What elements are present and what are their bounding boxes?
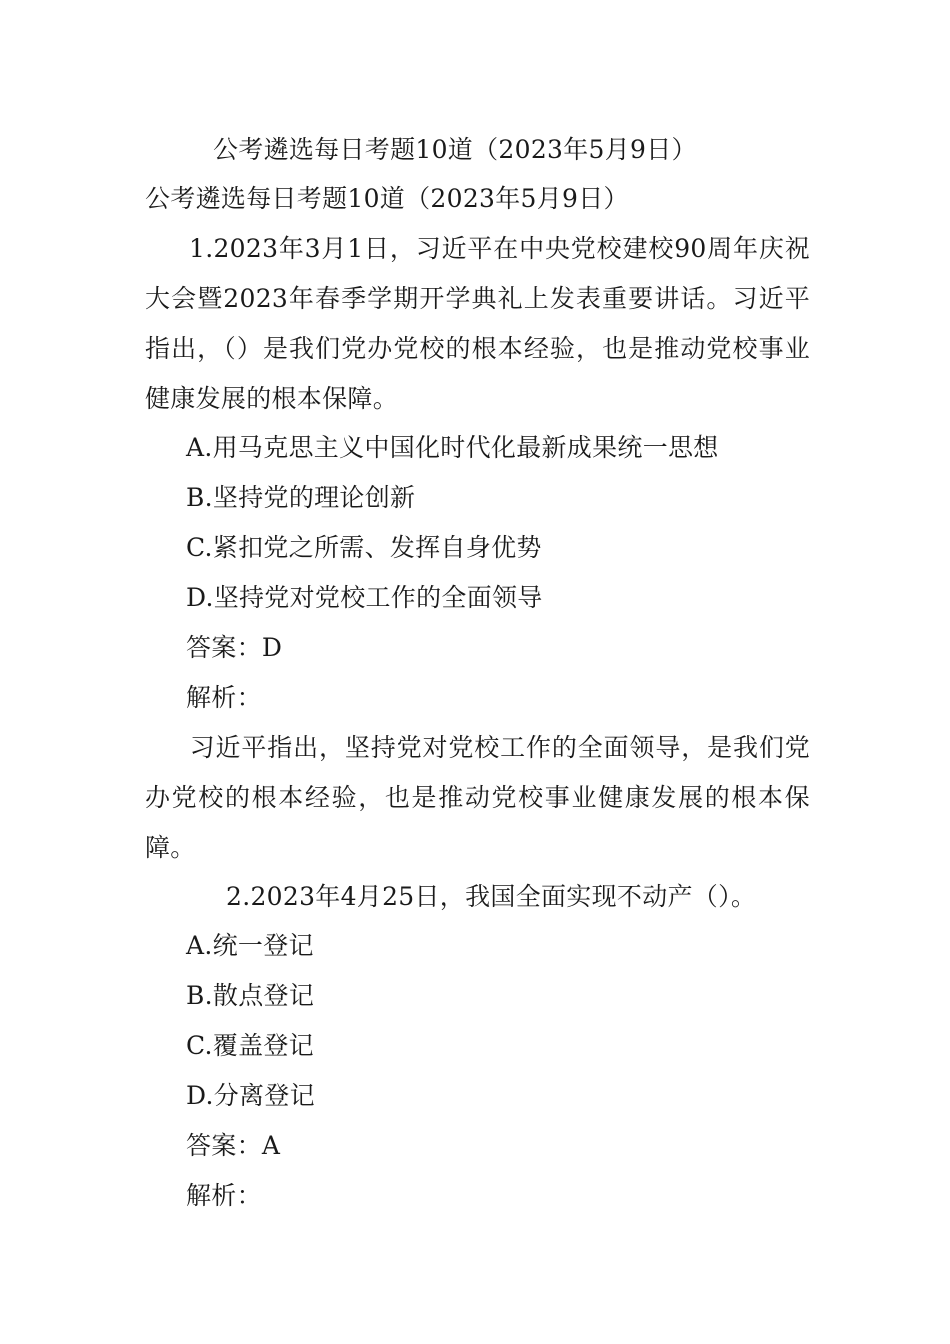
question-1-option-b: B.坚持党的理论创新	[186, 483, 416, 512]
question-2-stem: 2.2023年4月25日，我国全面实现不动产（）。	[226, 882, 757, 911]
question-1-option-d: D.坚持党对党校工作的全面领导	[186, 583, 543, 612]
question-1-option-a: A.用马克思主义中国化时代化最新成果统一思想	[186, 433, 719, 462]
question-2-option-d: D.分离登记	[186, 1081, 315, 1110]
document-subtitle: 公考遴选每日考题10道（2023年5月9日）	[145, 184, 629, 213]
question-2-option-c: C.覆盖登记	[186, 1031, 314, 1060]
question-2-option-b: B.散点登记	[186, 981, 315, 1010]
question-2-option-a: A.统一登记	[186, 931, 314, 960]
question-1-option-c: C.紧扣党之所需、发挥自身优势	[186, 533, 542, 562]
question-1-answer: 答案：D	[186, 633, 283, 662]
document-title: 公考遴选每日考题10道（2023年5月9日）	[213, 135, 697, 164]
question-1-analysis-label: 解析：	[186, 683, 262, 712]
question-2-answer: 答案：A	[186, 1131, 281, 1160]
question-1-analysis: 习近平指出，坚持党对党校工作的全面领导，是我们党办党校的根本经验，也是推动党校事业健康发展的根本保障。	[145, 733, 810, 862]
question-1-stem: 1.2023年3月1日，习近平在中央党校建校90周年庆祝大会暨2023年春季学期开学典礼上发表重要讲话。习近平指出，（）是我们党办党校的根本经验，也是推动党校事业健康发展的根本保障。	[145, 234, 810, 413]
question-2-analysis-label: 解析：	[186, 1181, 262, 1210]
